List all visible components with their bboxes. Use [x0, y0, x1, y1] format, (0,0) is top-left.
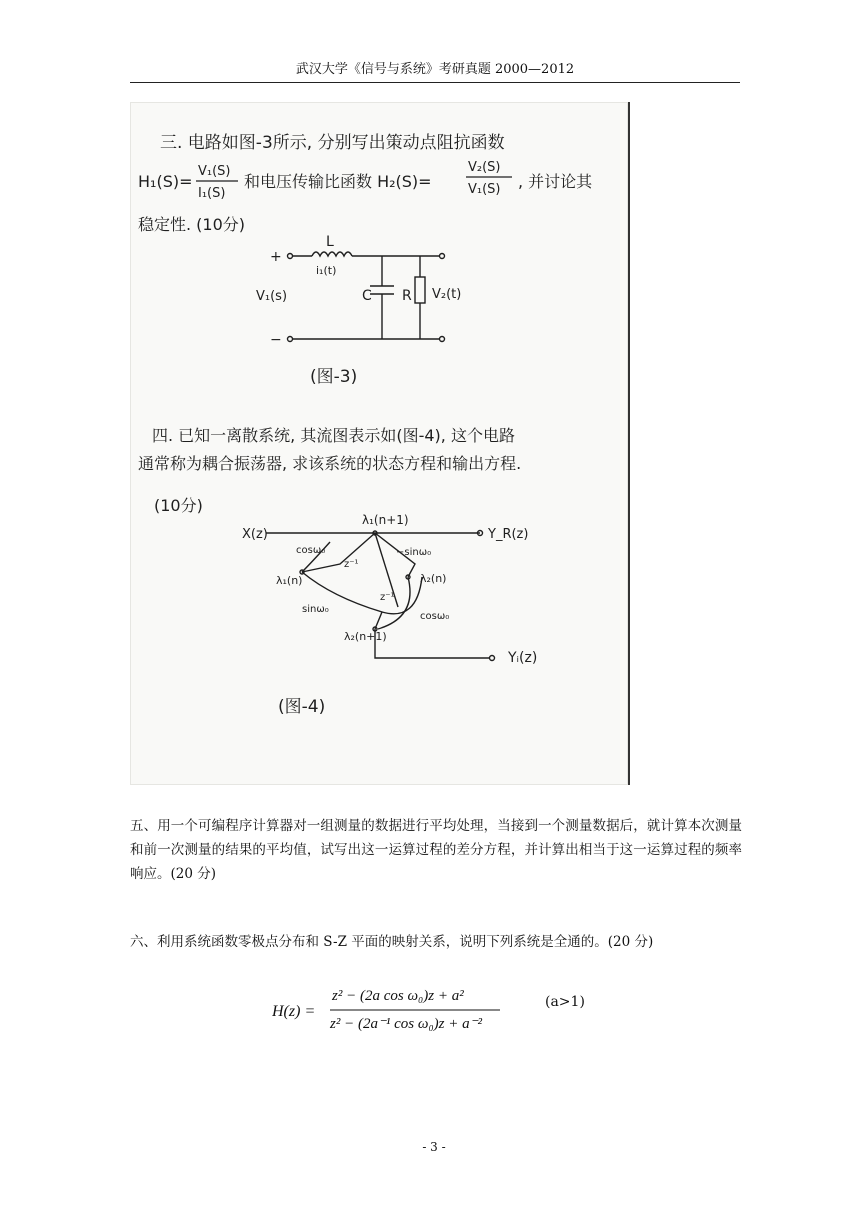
label-cos-omega-1: cosω₀: [296, 545, 326, 556]
label-V2: V₂(t): [432, 287, 462, 302]
label-C: C: [362, 288, 372, 304]
figure-4-caption: (图-4): [278, 697, 326, 717]
label-minus-sin: −sinω₀: [396, 547, 432, 558]
label-lambda1-n: λ₁(n): [276, 574, 303, 587]
q3-h1-num: V₁(S): [198, 164, 231, 179]
formula-denominator: z² − (2a⁻¹ cos ω₀)z + a⁻²: [330, 1016, 483, 1032]
question-5: 五、用一个可编程序计算器对一组测量的数据进行平均处理，当接到一个测量数据后，就计算本次测量和前一次测量的结果的平均值，试写出这一运算过程的差分方程，并计算出相当于这一运算过程的频率响应。(20 分): [130, 818, 742, 882]
label-lambda2-n: λ₂(n): [420, 572, 447, 585]
label-R: R: [402, 288, 412, 304]
q3-h2-num: V₂(S): [468, 160, 501, 175]
label-sin-omega: sinω₀: [302, 604, 329, 615]
label-zinv-2: z⁻¹: [380, 592, 395, 603]
q3-line1: 三. 电路如图-3所示, 分别写出策动点阻抗函数: [160, 133, 505, 153]
page-number: - 3 -: [422, 1140, 446, 1154]
q3-h1-den: I₁(S): [198, 186, 226, 201]
q4-line2: 通常称为耦合振荡器, 求该系统的状态方程和输出方程.: [138, 454, 522, 473]
header-rule: [130, 82, 740, 83]
formula-numerator: z² − (2a cos ω₀)z + a²: [332, 988, 464, 1004]
q3-h2-den: V₁(S): [468, 182, 501, 197]
q3-h1-lhs: H₁(S)=: [138, 172, 193, 191]
scanned-handwritten-image: [130, 102, 630, 785]
label-V1: V₁(s): [256, 289, 288, 304]
handwritten-scan-svg: [130, 102, 628, 785]
label-minus: −: [270, 332, 282, 348]
label-i1: i₁(t): [316, 264, 337, 277]
label-Yi: Yᵢ(z): [508, 650, 538, 666]
q4-line3: (10分): [154, 496, 203, 515]
label-lambda2-n1: λ₂(n+1): [344, 630, 387, 643]
label-X: X(z): [242, 527, 268, 542]
label-zinv-1: z⁻¹: [344, 559, 359, 570]
label-plus: +: [270, 249, 282, 265]
label-YR: Y_R(z): [488, 527, 529, 542]
q4-line1: 四. 已知一离散系统, 其流图表示如(图-4), 这个电路: [152, 426, 515, 445]
q3-line3: 稳定性. (10分): [138, 215, 246, 234]
label-lambda1-n1: λ₁(n+1): [362, 513, 409, 527]
figure-3-caption: (图-3): [310, 367, 358, 387]
q3-tail: , 并讨论其: [518, 172, 593, 191]
formula-condition: (a>1): [545, 994, 585, 1010]
transfer-function-formula: [272, 980, 652, 1040]
formula-lhs: H(z) =: [272, 1003, 316, 1020]
label-cos-omega-2: cosω₀: [420, 611, 450, 622]
q3-mid: 和电压传输比函数 H₂(S)=: [244, 172, 432, 191]
page-header: 武汉大学《信号与系统》考研真题 2000—2012: [295, 62, 575, 77]
question-6: 六、利用系统函数零极点分布和 S-Z 平面的映射关系，说明下列系统是全通的。(20 分): [130, 934, 654, 950]
label-L: L: [326, 234, 334, 250]
